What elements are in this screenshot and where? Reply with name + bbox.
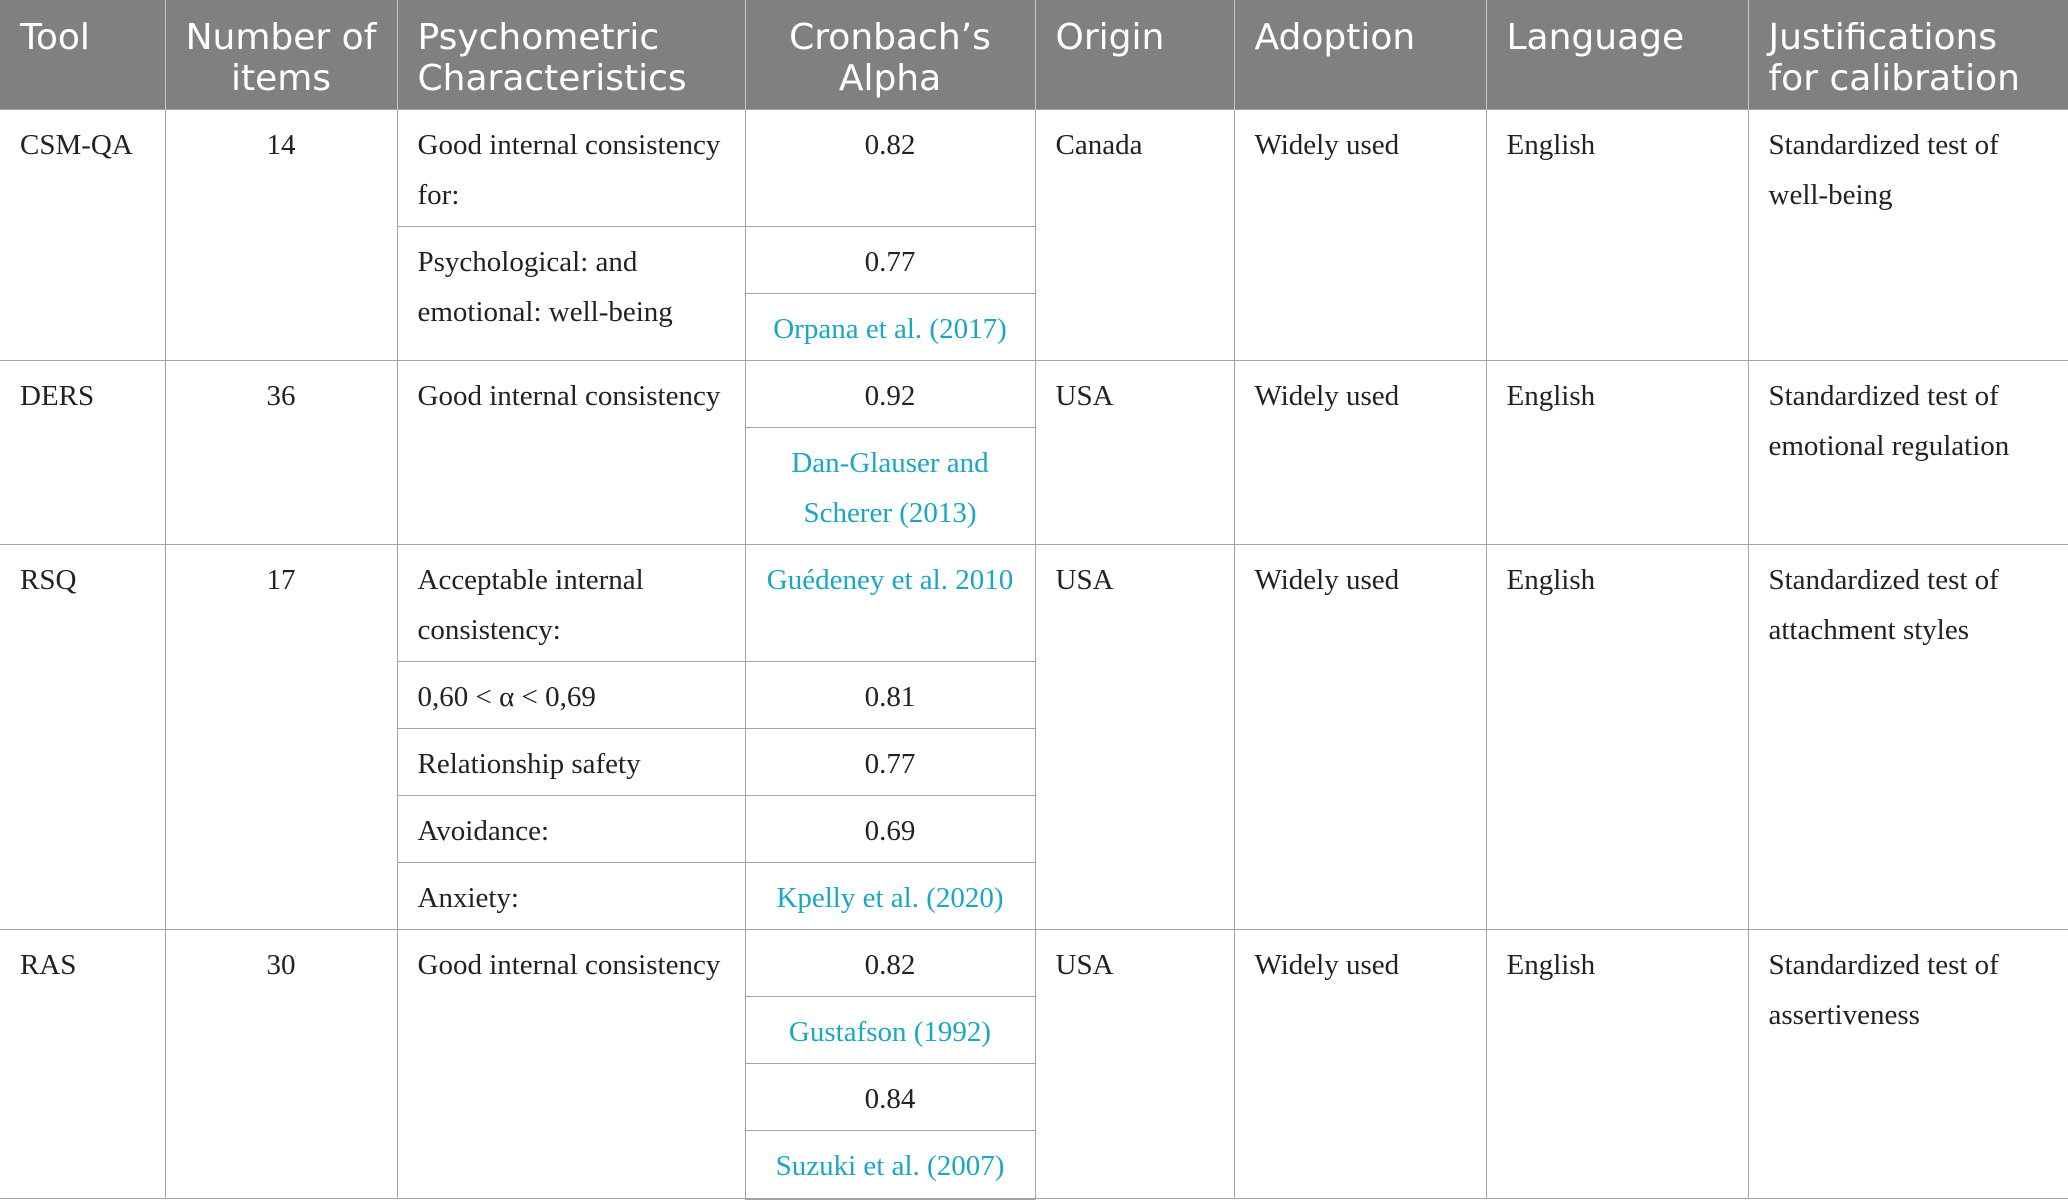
header-cronbachs-alpha: Cronbach’s Alpha [745,0,1035,110]
alpha-cell: 0.84 [745,1064,1035,1131]
language-cell: English [1486,545,1748,930]
header-language: Language [1486,0,1748,110]
items-cell: 30 [165,930,397,1199]
alpha-cell: 0.92 [745,361,1035,428]
origin-cell: USA [1035,545,1234,930]
header-psychometric-characteristics: Psychometric Characteristics [397,0,745,110]
alpha-citation-link[interactable]: Orpana et al. (2017) [745,294,1035,361]
table-row [0,361,2068,428]
header-adoption: Adoption [1234,0,1486,110]
alpha-cell: 0.69 [745,796,1035,863]
items-cell: 14 [165,110,397,361]
alpha-citation-link[interactable]: Dan-Glauser and Scherer (2013) [745,428,1035,545]
alpha-citation-link[interactable]: Suzuki et al. (2007) [745,1131,1035,1199]
origin-cell: USA [1035,361,1234,545]
justification-cell: Standardized test of well-being [1748,110,2068,361]
psycho-cell: 0,60 < α < 0,69 [397,662,745,729]
psycho-cell: Acceptable internal consistency: [397,545,745,662]
items-cell: 36 [165,361,397,545]
table-row [0,545,2068,662]
adoption-cell: Widely used [1234,110,1486,361]
header-tool: Tool [0,0,165,110]
psycho-cell: Anxiety: [397,863,745,930]
adoption-cell: Widely used [1234,930,1486,1199]
origin-cell: USA [1035,930,1234,1199]
alpha-cell: 0.77 [745,729,1035,796]
adoption-cell: Widely used [1234,361,1486,545]
adoption-cell: Widely used [1234,545,1486,930]
header-number-of-items: Number of items [165,0,397,110]
tool-cell: DERS [0,361,165,545]
tool-cell: CSM-QA [0,110,165,361]
psycho-cell: Good internal consistency for: [397,110,745,227]
justification-cell: Standardized test of attachment styles [1748,545,2068,930]
language-cell: English [1486,930,1748,1199]
items-cell: 17 [165,545,397,930]
justification-cell: Standardized test of assertiveness [1748,930,2068,1199]
origin-cell: Canada [1035,110,1234,361]
language-cell: English [1486,361,1748,545]
psycho-cell: Good internal consistency [397,930,745,1199]
alpha-cell: 0.77 [745,227,1035,294]
header-origin: Origin [1035,0,1234,110]
psycho-cell: Psychological: and emotional: well-being [397,227,745,361]
alpha-citation-link[interactable]: Kpelly et al. (2020) [745,863,1035,930]
psycho-cell: Avoidance: [397,796,745,863]
psycho-cell: Relationship safety [397,729,745,796]
tool-cell: RSQ [0,545,165,930]
alpha-cell: 0.82 [745,110,1035,227]
alpha-citation-link[interactable]: Gustafson (1992) [745,997,1035,1064]
justification-cell: Standardized test of emotional regulation [1748,361,2068,545]
header-justifications: Justifications for calibration [1748,0,2068,110]
language-cell: English [1486,110,1748,361]
tool-cell: RAS [0,930,165,1199]
header-row [0,0,2068,110]
alpha-citation-link[interactable]: Guédeney et al. 2010 [745,545,1035,662]
table-row [0,930,2068,997]
alpha-cell: 0.82 [745,930,1035,997]
psycho-cell: Good internal consistency [397,361,745,545]
alpha-cell: 0.81 [745,662,1035,729]
table-row [0,110,2068,227]
